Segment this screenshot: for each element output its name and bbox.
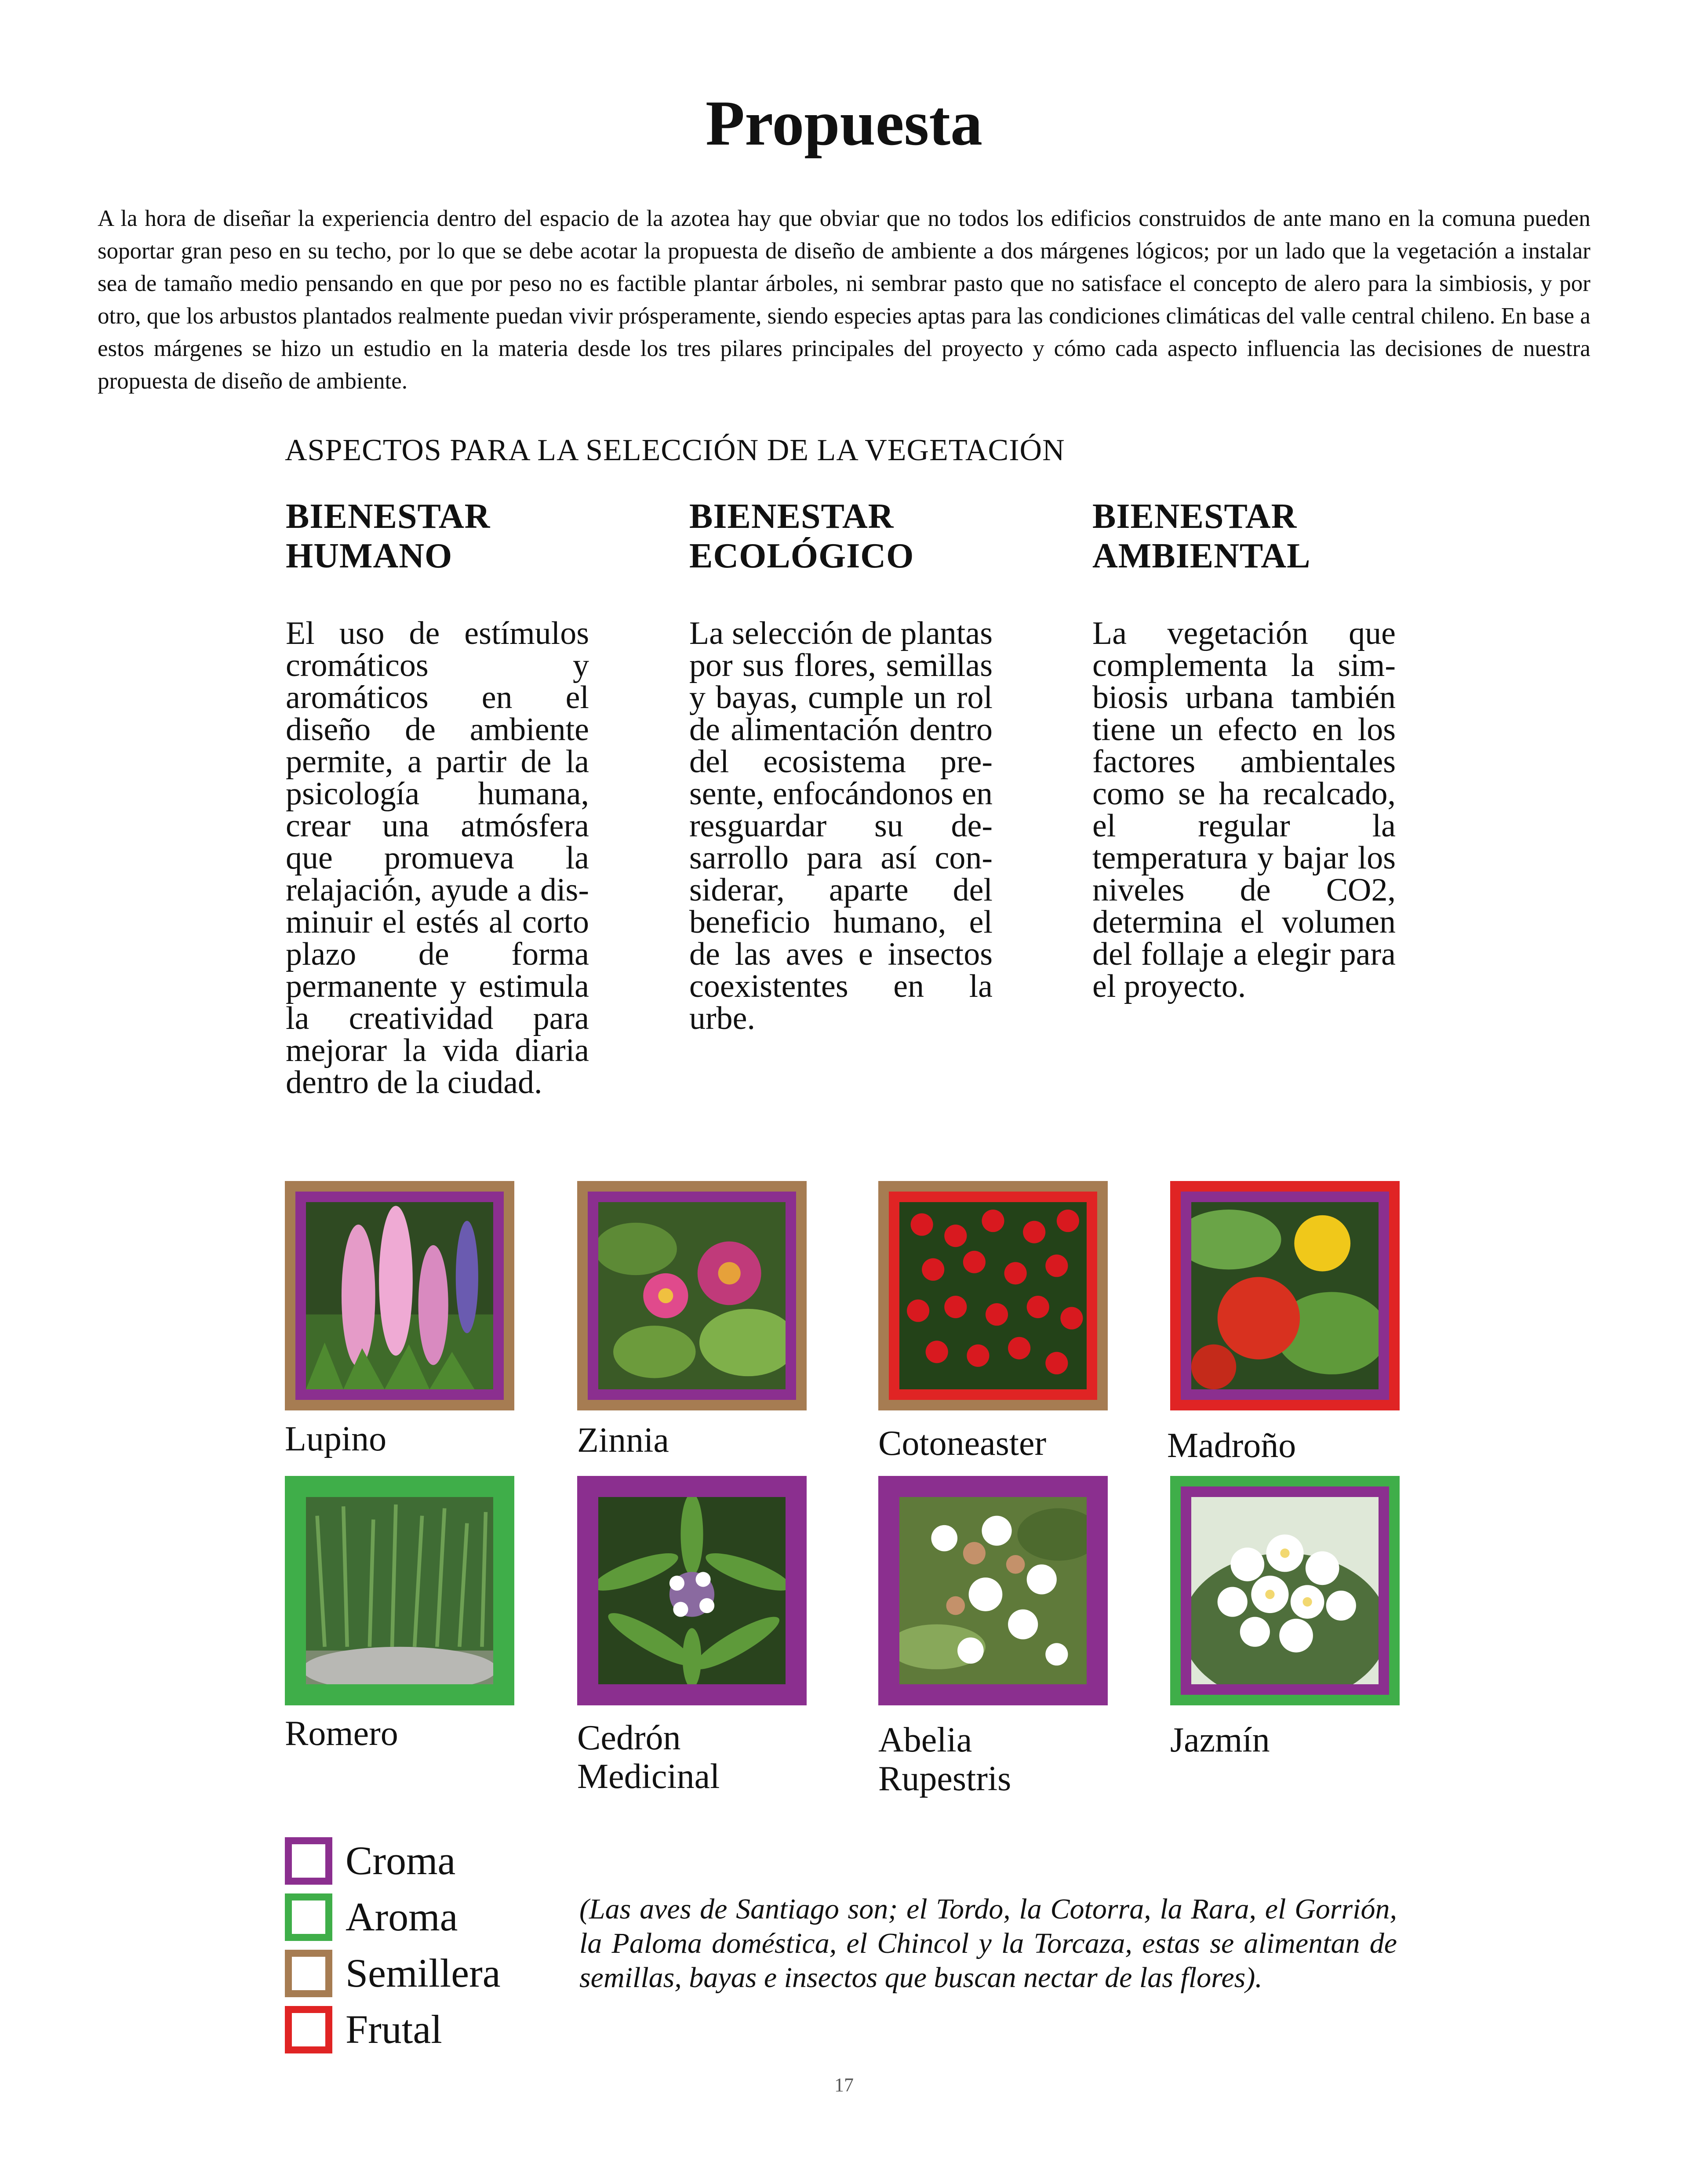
plant-tile-romero (285, 1476, 514, 1705)
intro-paragraph: A la hora de diseñar la experiencia dentro del espacio de la azotea hay que obviar que no todos los edificios construidos de ante mano en la comuna pueden soportar gran peso en su techo, por lo que se debe acotar la propuesta de diseño de ambiente a dos márgenes lógicos; por un lado que la vegetación a instalar sea de tamaño medio pensando en que por peso no es factible plantar árboles, ni sembrar pasto que no satisface el concepto de alero para la simbiosis, y por otro, que los arbustos plantados realmente puedan vivir prósperamente, siendo especies aptas para las condiciones climáticas del valle central chileno. En base a estos márgenes se hizo un estudio en la materia desde los tres pilares principales del proyecto y cómo cada aspecto influencia las decisiones de nuestra propuesta de diseño de ambiente. (98, 206, 1590, 394)
plant-name: Romero (285, 1714, 398, 1753)
plant-name: Zinnia (577, 1421, 669, 1460)
plant-name: Cedrón Medicinal (577, 1719, 720, 1796)
plant-name: Jazmín (1170, 1721, 1270, 1759)
rosemary-photo (295, 1486, 504, 1695)
legend-label: Frutal (346, 2007, 442, 2052)
plant-name: Lupino (285, 1420, 387, 1458)
plant-tile-cedron-medicinal (577, 1476, 807, 1705)
plant-name: Abelia Rupestris (878, 1721, 1011, 1798)
cotoneaster-photo (889, 1192, 1097, 1400)
plant-name: Cotoneaster (878, 1424, 1047, 1463)
column-heading: BIENESTAR AMBIENTAL (1092, 497, 1311, 575)
birds-note: (Las aves de Santiago son; el Tordo, la Cotorra, la Rara, el Gorrión, la Paloma doméstica, el Chincol y la Torcaza, estas se alimentan de semillas, bayas e insectos que buscan nectar de las flores). (579, 1893, 1397, 1994)
page-number: 17 (834, 2074, 854, 2096)
plant-tile-lupino (285, 1181, 514, 1410)
legend-swatch-semillera (285, 1950, 332, 1997)
zinnia-photo (588, 1192, 796, 1400)
plant-tile-zinnia (577, 1181, 807, 1410)
plant-tile-jazmin (1170, 1476, 1400, 1705)
aspects-heading: ASPECTOS PARA LA SELECCIÓN DE LA VEGETACIÓN (285, 433, 1065, 467)
column-heading: BIENESTAR HUMANO (286, 497, 491, 575)
column-bienestar-humano (286, 497, 589, 1099)
column-heading: BIENESTAR ECOLÓGICO (689, 497, 914, 575)
abelia-photo (889, 1486, 1097, 1695)
column-body: La vegetación que complementa la simbiosis urbana también tiene un efecto en los factores ambientales como se ha recalcado, el regular la temperatura y bajar los niveles de CO2, determina el volumen del follaje a elegir para el proyecto. (1092, 615, 1396, 1004)
legend-swatch-croma (285, 1837, 332, 1885)
legend-swatch-frutal (285, 2006, 332, 2053)
legend-label: Croma (346, 1838, 456, 1883)
legend-label: Semillera (346, 1951, 501, 1995)
jasmine-photo (1181, 1486, 1389, 1695)
plant-tile-abelia-rupestris (878, 1476, 1108, 1705)
column-body: El uso de estímulos cromáticos y aromáticos en el diseño de ambiente permite, a partir de la psicología humana, crear una atmósfera que promueva la relajación, ayude a disminuir el estés al corto plazo de forma permanente y estimula la creatividad para mejorar la vida diaria dentro de la ciudad. (286, 615, 589, 1101)
column-bienestar-ambiental (1092, 497, 1396, 1003)
madrono-photo (1181, 1192, 1389, 1400)
lupine-photo (295, 1192, 504, 1400)
plant-tile-madrono (1170, 1181, 1400, 1410)
page-title: Propuesta (706, 87, 982, 159)
column-bienestar-ecologico (689, 497, 993, 1035)
column-body: La selección de plantas por sus flores, semillas y bayas, cumple un rol de alimentación dentro del ecosistema presente, enfocándonos en resguardar su desarrollo para así considerar, aparte del beneficio humano, el de las aves e insectos coexistentes en la urbe. (689, 615, 993, 1036)
plant-tile-cotoneaster (878, 1181, 1108, 1410)
legend-swatch-aroma (285, 1893, 332, 1941)
legend-label: Aroma (346, 1894, 458, 1939)
cedron-photo (588, 1486, 796, 1695)
plant-name: Madroño (1167, 1426, 1296, 1465)
